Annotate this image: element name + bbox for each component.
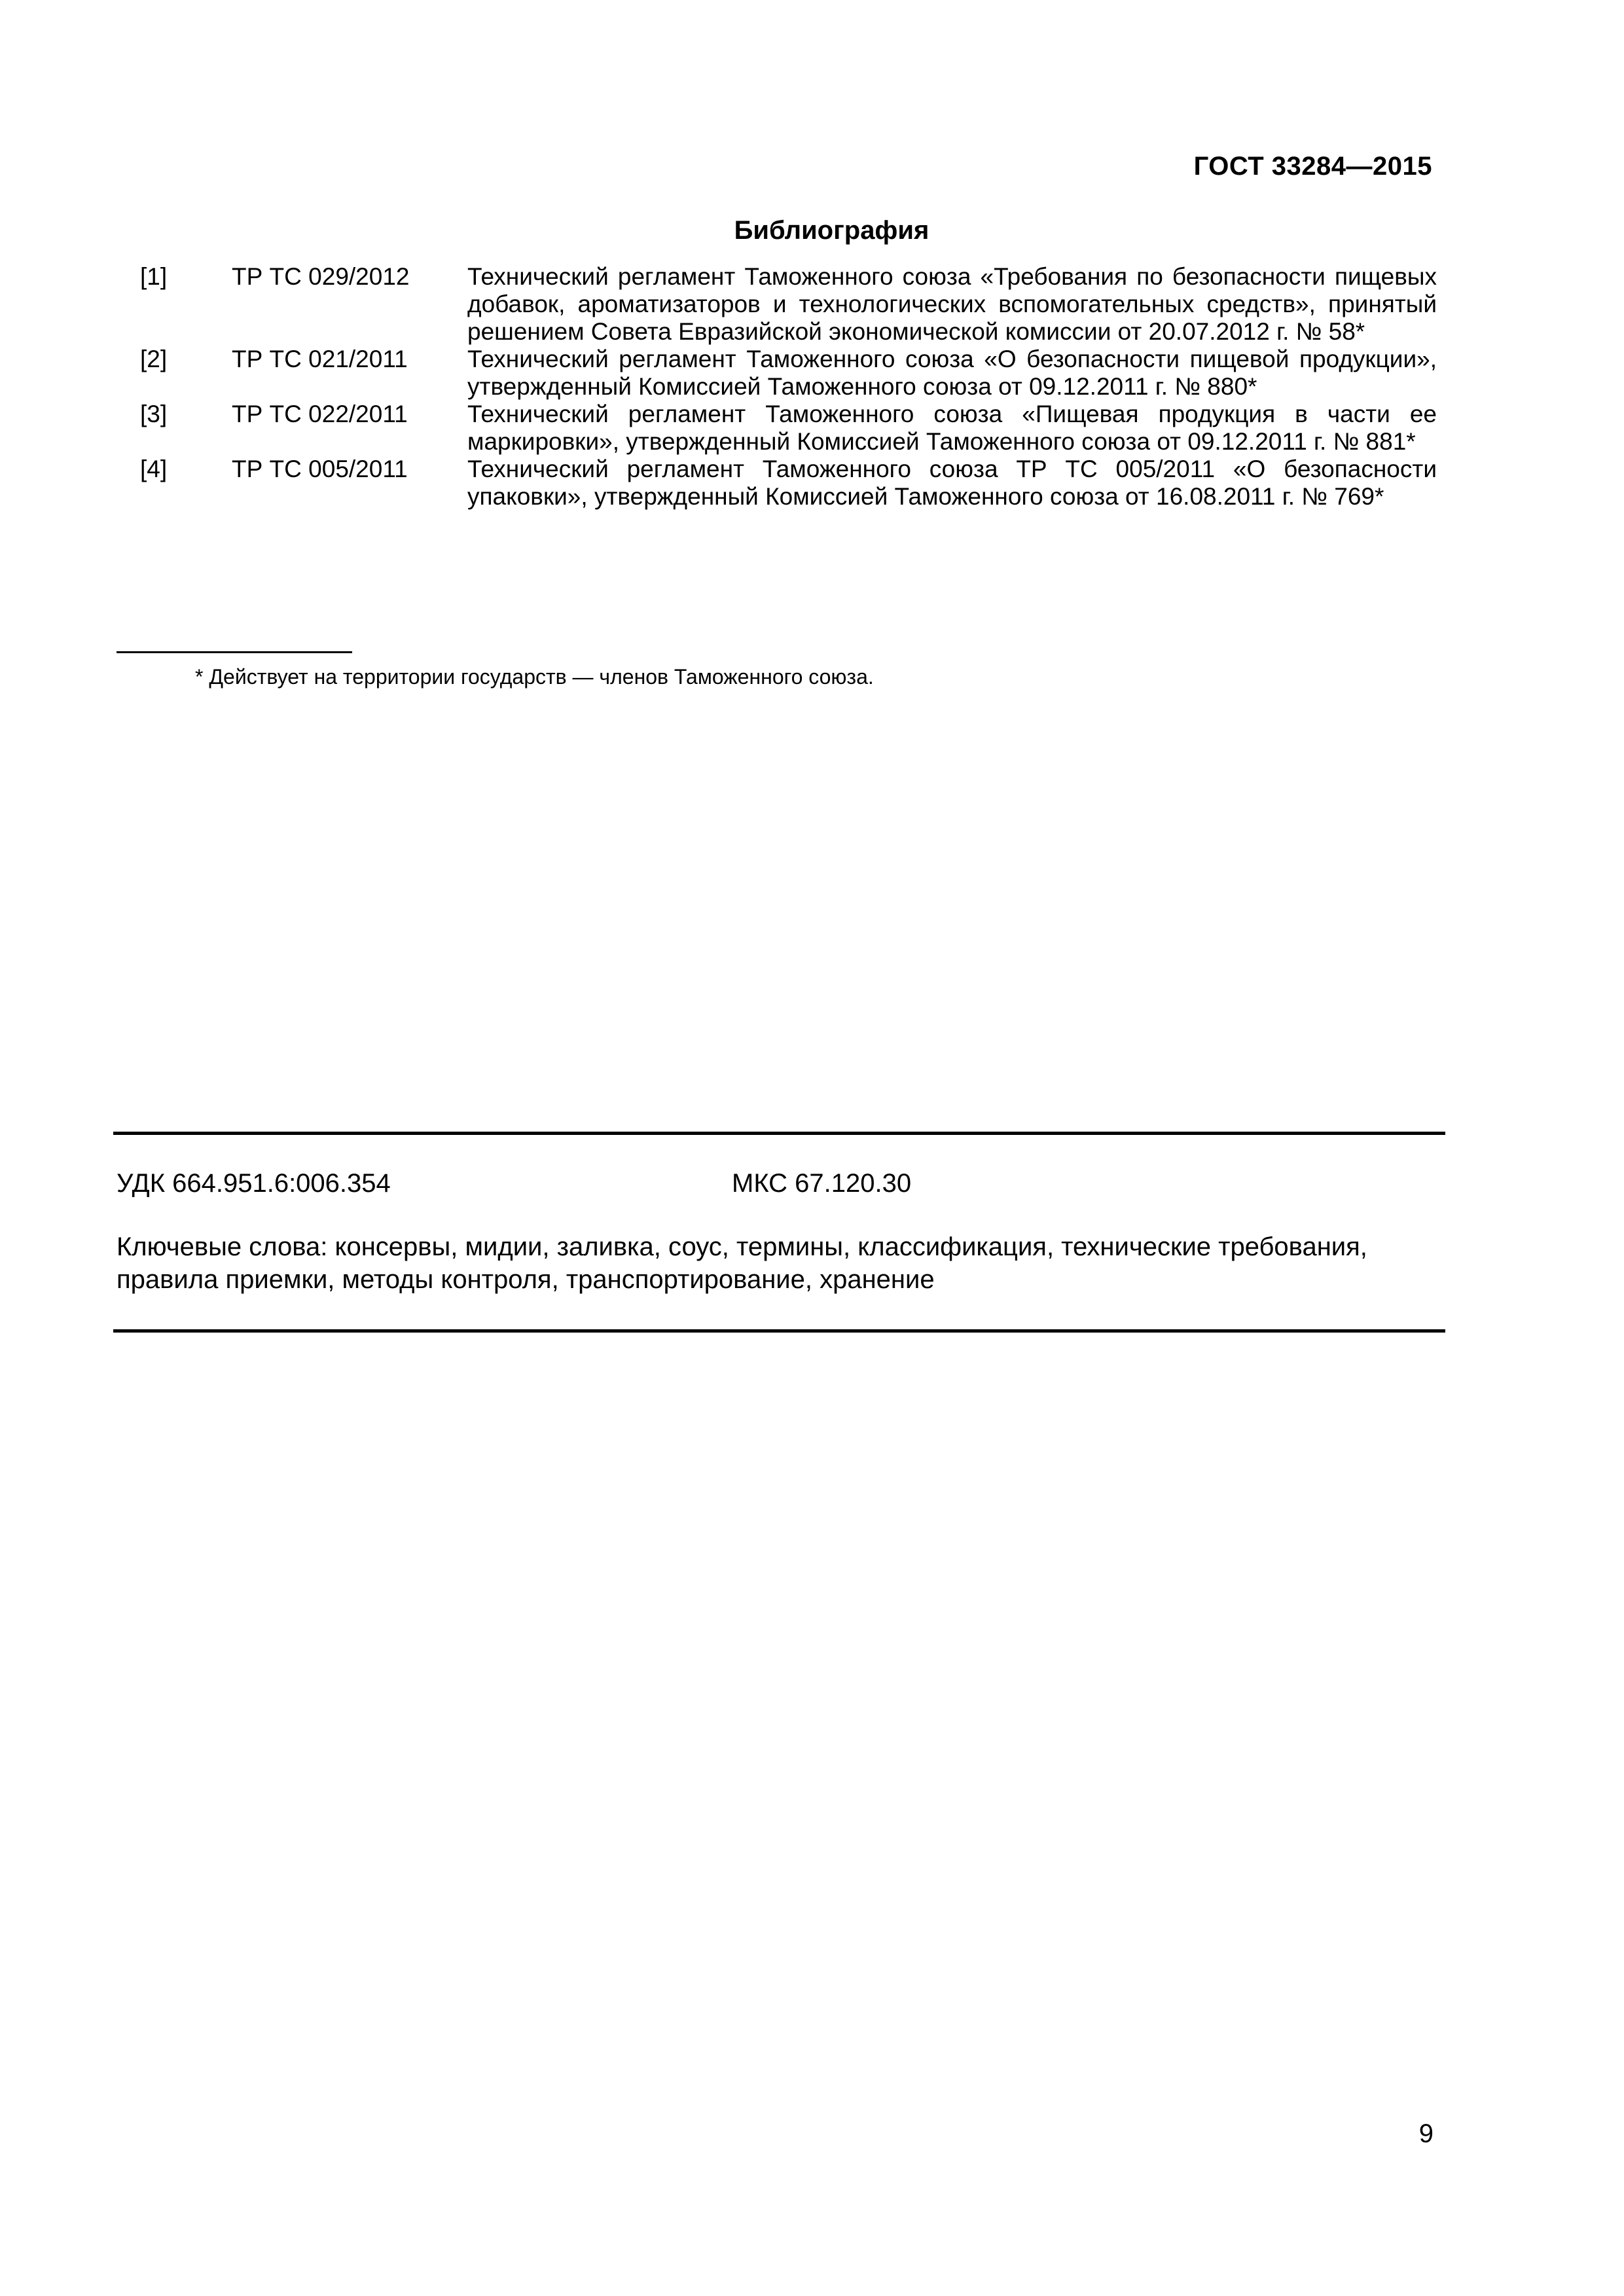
bibliography-list (140, 263, 1437, 511)
bibliography-entry (140, 401, 1437, 456)
bibliography-entry-number: [1] (140, 263, 168, 290)
bibliography-entry-text: Технический регламент Таможенного союза ТР ТС 005/2011 «О безопасности упаковки», утвержденный Комиссией Таможенного союза от 16.08.2011 г. № 769* (467, 456, 1437, 510)
bibliography-entry (140, 456, 1437, 511)
footnote-divider (117, 651, 352, 653)
bibliography-entry-text: Технический регламент Таможенного союза «Пищевая продукция в части ее маркировки», утвержденный Комиссией Таможенного союза от 09.12.2011 г. № 881* (467, 401, 1437, 455)
classification-top-divider (113, 1132, 1445, 1135)
mks-code: МКС 67.120.30 (732, 1169, 912, 1198)
bibliography-entry-code: ТР ТС 022/2011 (232, 401, 408, 427)
bibliography-entry-text: Технический регламент Таможенного союза «Требования по безопасности пищевых добавок, ароматизаторов и технологических вспомогательных средств», принятый решением Совета Евразийской экономической комиссии от 20.07.2012 г. № 58* (467, 263, 1437, 345)
bibliography-entry-code: ТР ТС 021/2011 (232, 346, 408, 372)
udk-code: УДК 664.951.6:006.354 (117, 1169, 391, 1198)
bibliography-entry-number: [4] (140, 456, 168, 482)
keywords-text: Ключевые слова: консервы, мидии, заливка, соус, термины, классификация, технические требования, правила приемки, методы контроля, транспортирование, хранение (117, 1232, 1367, 1294)
page-number: 9 (1418, 2119, 1434, 2148)
bibliography-entry-text: Технический регламент Таможенного союза «О безопасности пищевой продукции», утвержденный Комиссией Таможенного союза от 09.12.2011 г. № 880* (467, 346, 1437, 400)
document-code: ГОСТ 33284—2015 (1193, 152, 1432, 181)
classification-bottom-divider (113, 1329, 1445, 1333)
bibliography-entry (140, 346, 1437, 401)
footnote-text: * Действует на территории государств — членов Таможенного союза. (195, 665, 874, 689)
bibliography-entry-number: [3] (140, 401, 168, 427)
bibliography-title: Библиография (734, 216, 929, 245)
bibliography-entry (140, 263, 1437, 346)
bibliography-entry-number: [2] (140, 346, 168, 372)
bibliography-entry-code: ТР ТС 029/2012 (232, 263, 410, 290)
bibliography-entry-code: ТР ТС 005/2011 (232, 456, 408, 482)
